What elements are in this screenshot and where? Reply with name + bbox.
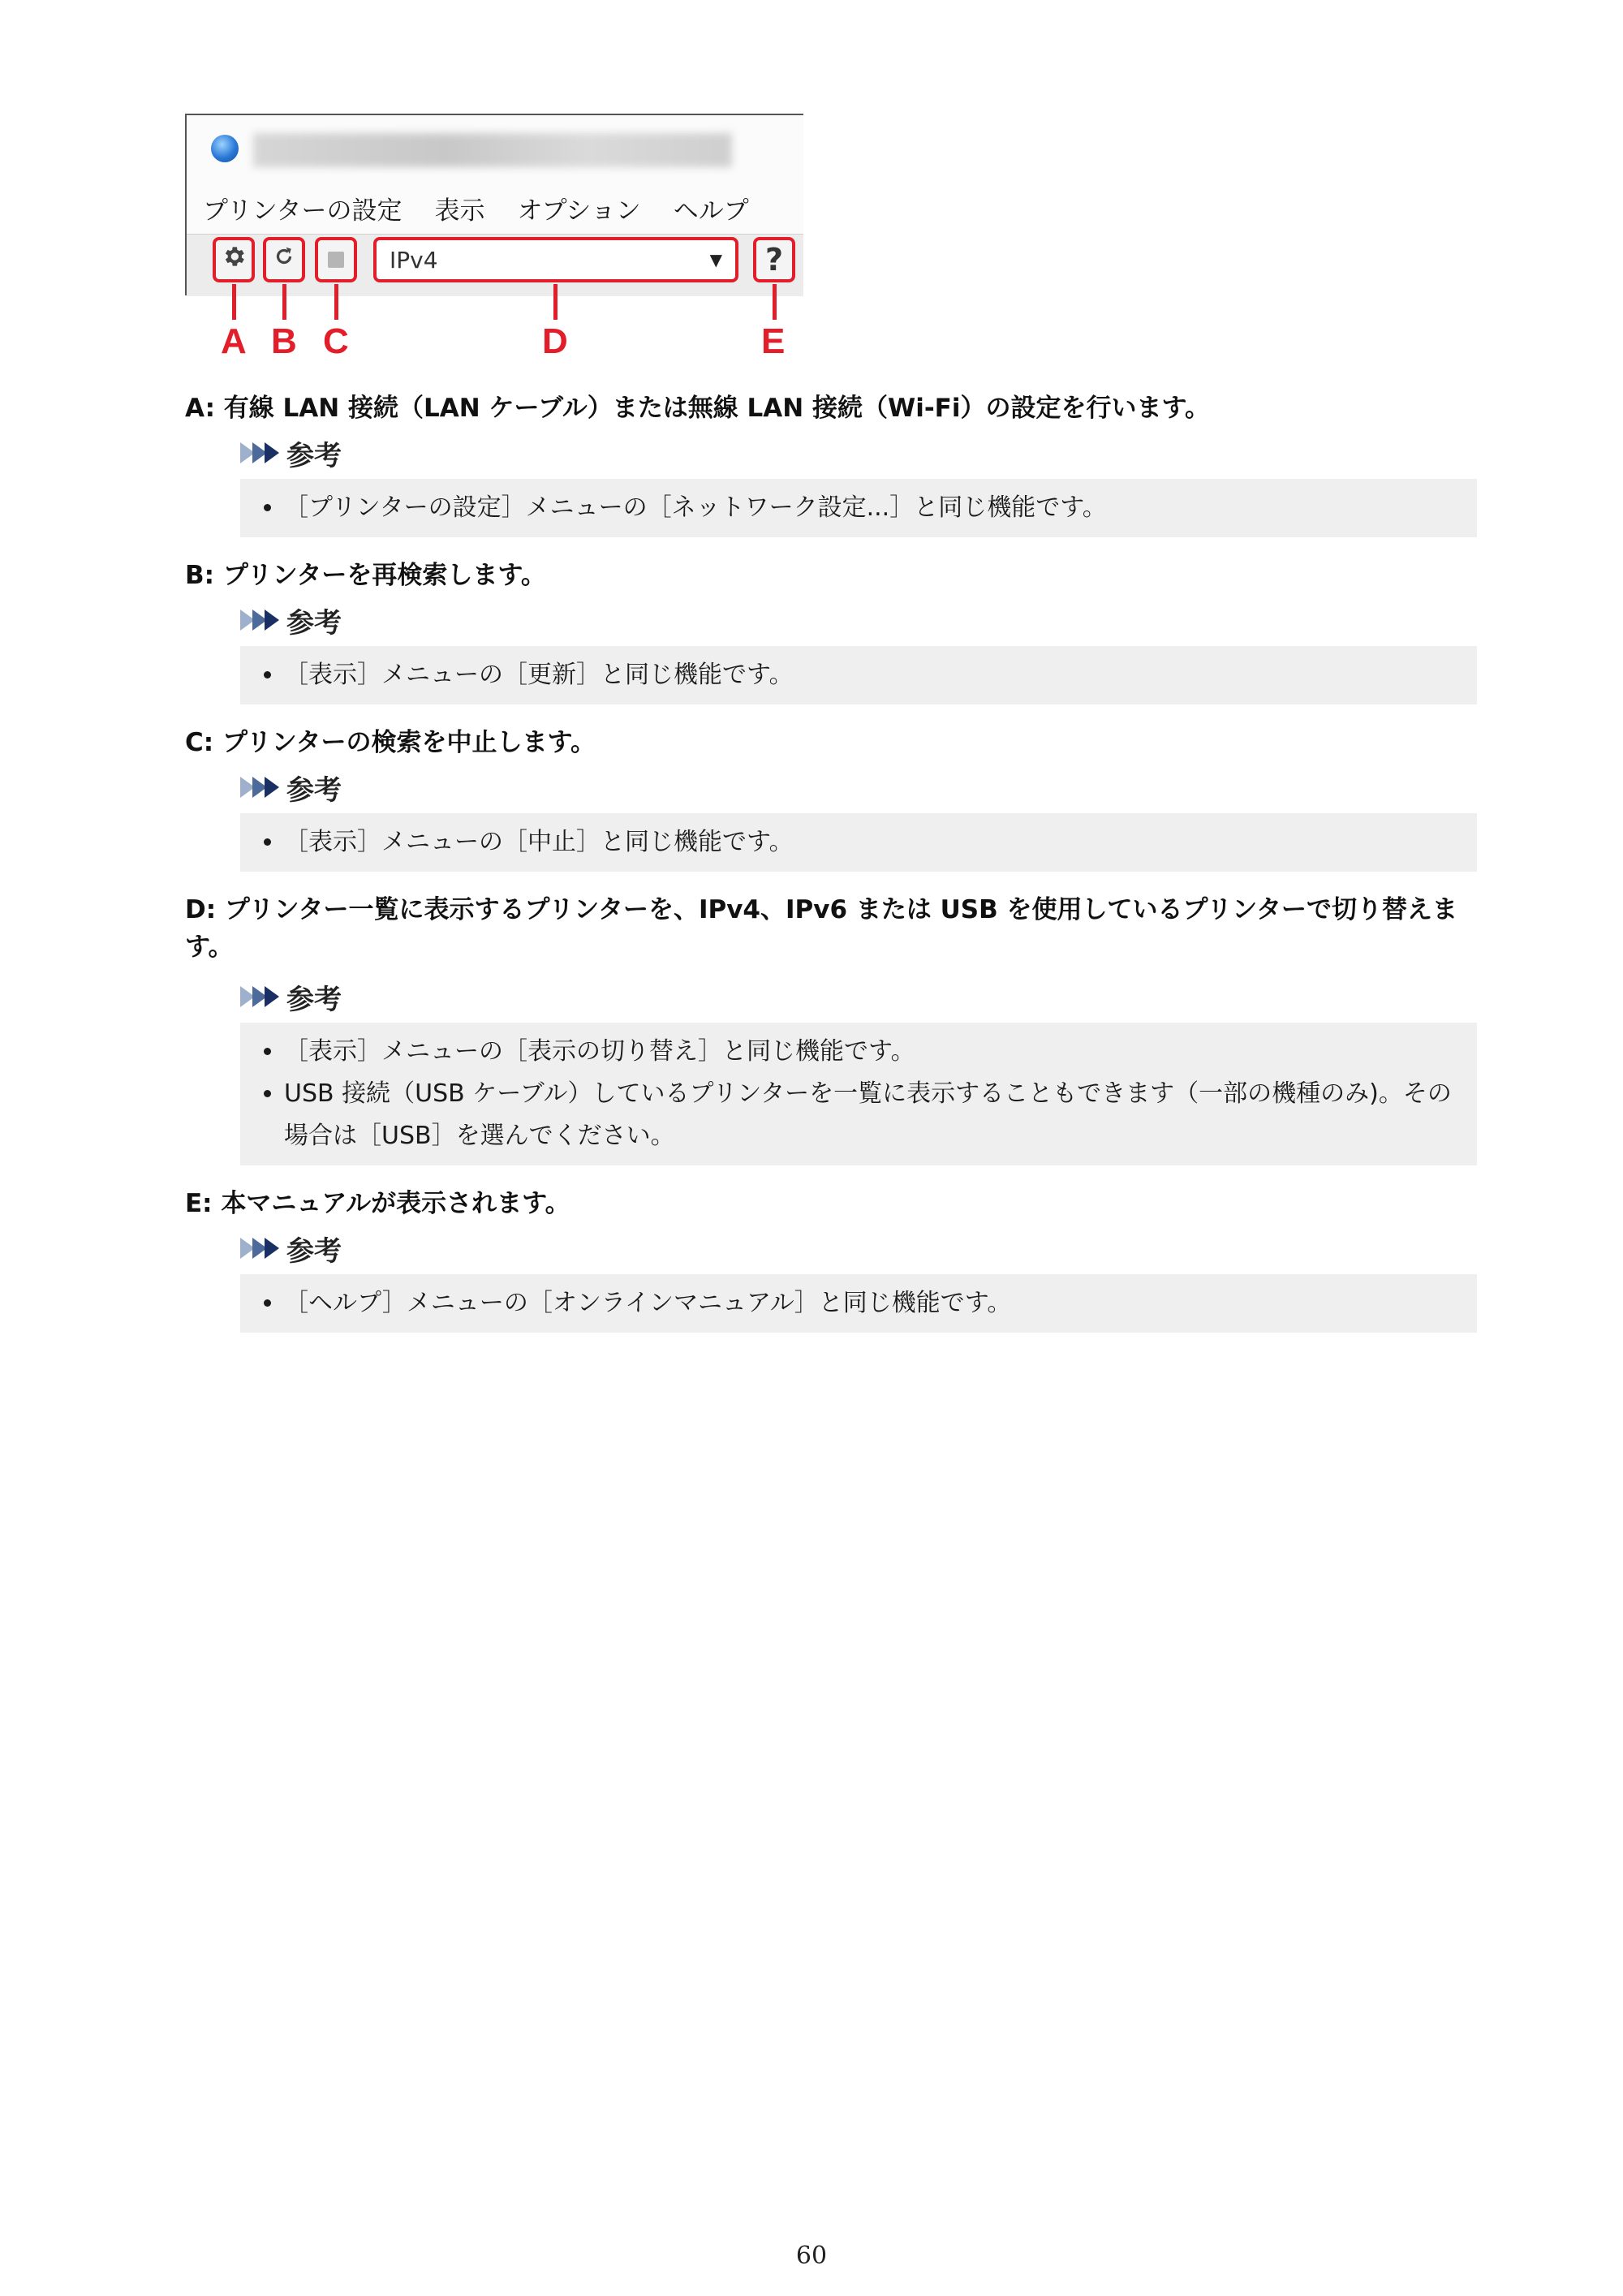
- note-chevron-icon: [240, 986, 277, 1007]
- note-label-text: 参考: [286, 1234, 342, 1268]
- note-label-text: 参考: [286, 606, 342, 640]
- title-bar: [187, 115, 803, 185]
- menu-bar: [187, 190, 820, 226]
- screenshot-figure: [185, 114, 802, 365]
- note-item: • ［プリンターの設定］メニューの［ネットワーク設定...］と同じ機能です。: [284, 487, 1464, 529]
- note-box-c: [240, 813, 1477, 872]
- section-heading-d: D: プリンター一覧に表示するプリンターを、IPv4、IPv6 または USB を使用しているプリンターで切り替えます。: [185, 895, 1458, 962]
- section-heading-c: C: プリンターの検索を中止します。: [185, 728, 596, 757]
- help-icon: ?: [764, 242, 784, 278]
- note-item: • ［表示］メニューの［表示の切り替え］と同じ機能です。: [284, 1031, 1464, 1073]
- section-heading-b: B: プリンターを再検索します。: [185, 561, 546, 590]
- callout-c: C: [323, 321, 349, 361]
- refresh-button[interactable]: [263, 237, 305, 282]
- note-label-text: 参考: [286, 983, 342, 1016]
- note-chevron-icon: [240, 1238, 277, 1259]
- gear-icon: [221, 243, 247, 277]
- page-number: 60: [795, 2242, 828, 2270]
- help-button[interactable]: [753, 237, 795, 282]
- note-chevron-icon: [240, 777, 277, 798]
- section-heading-a: A: 有線 LAN 接続（LAN ケーブル）または無線 LAN 接続（Wi-Fi）の設定を行います。: [185, 394, 1211, 423]
- note-box-d: [240, 1023, 1477, 1165]
- stop-button[interactable]: [315, 237, 357, 282]
- dropdown-arrow-icon: ▼: [709, 250, 722, 269]
- menu-view[interactable]: 表示: [434, 196, 485, 226]
- callout-line-e: [773, 284, 777, 320]
- note-box-a: [240, 479, 1477, 537]
- note-label-text: 参考: [286, 773, 342, 807]
- note-label-text: 参考: [286, 439, 342, 472]
- menu-options[interactable]: オプション: [517, 196, 641, 226]
- callout-line-b: [282, 284, 286, 320]
- protocol-select-value: IPv4: [390, 246, 438, 274]
- note-item: • ［ヘルプ］メニューの［オンラインマニュアル］と同じ機能です。: [284, 1282, 1464, 1325]
- note-chevron-icon: [240, 442, 277, 463]
- note-item: • USB 接続（USB ケーブル）しているプリンターを一覧に表示することもできます（一部の機種のみ)。その場合は［USB］を選んでください。: [284, 1073, 1464, 1157]
- callout-b: B: [271, 321, 297, 361]
- callout-line-a: [232, 284, 236, 320]
- settings-button[interactable]: [213, 237, 255, 282]
- note-item: • ［表示］メニューの［中止］と同じ機能です。: [284, 821, 1464, 864]
- menu-help[interactable]: ヘルプ: [673, 196, 749, 226]
- note-label-d: [240, 979, 342, 1014]
- note-item: • ［表示］メニューの［更新］と同じ機能です。: [284, 654, 1464, 696]
- section-heading-e: E: 本マニュアルが表示されます。: [185, 1189, 570, 1218]
- blurred-title: [253, 133, 732, 167]
- note-label-b: [240, 602, 342, 638]
- globe-icon: [211, 135, 239, 162]
- protocol-select[interactable]: [373, 237, 738, 282]
- refresh-icon: [272, 243, 296, 276]
- note-label-c: [240, 769, 342, 805]
- note-box-b: [240, 646, 1477, 704]
- note-label-e: [240, 1230, 342, 1266]
- callout-line-d: [553, 284, 558, 320]
- note-label-a: [240, 435, 342, 471]
- menu-printer-settings[interactable]: プリンターの設定: [203, 196, 403, 226]
- stop-icon: [328, 252, 344, 268]
- callout-d: D: [542, 321, 568, 361]
- callout-line-c: [334, 284, 338, 320]
- note-box-e: [240, 1274, 1477, 1333]
- callout-a: A: [221, 321, 247, 361]
- note-chevron-icon: [240, 610, 277, 631]
- callout-e: E: [761, 321, 786, 361]
